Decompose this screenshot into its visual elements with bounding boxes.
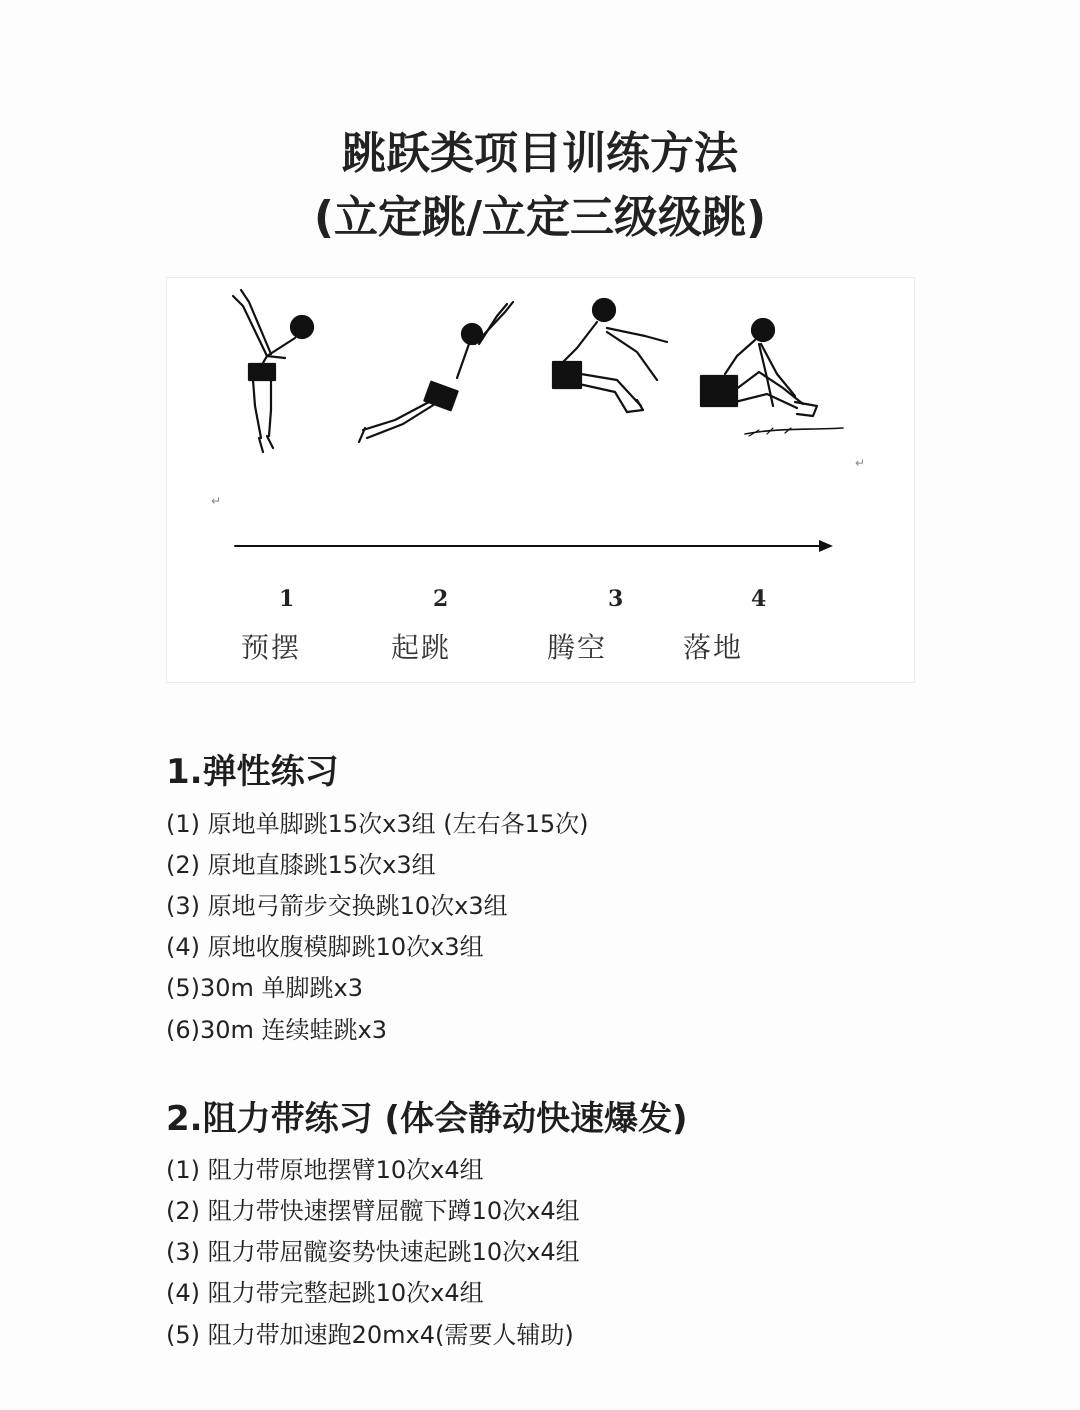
list-item: (5)30m 单脚跳x3 (166, 974, 364, 1002)
stage-label: 预摆 (241, 631, 302, 664)
stage-number: 1 (279, 586, 295, 612)
list-item: (4) 原地收腹模脚跳10次x3组 (166, 933, 484, 961)
figure-preswing (233, 290, 313, 452)
stage-number: 2 (433, 586, 449, 612)
stage-label: 起跳 (391, 631, 452, 664)
figure-landing (701, 319, 843, 436)
list-item: (1) 原地单脚跳15次x3组 (左右各15次) (166, 810, 589, 838)
figure-flight (553, 299, 667, 412)
stage-label: 落地 (683, 631, 744, 664)
page-subtitle: (立定跳/立定三级级跳) (313, 192, 767, 243)
list-item: (4) 阻力带完整起跳10次x4组 (166, 1279, 484, 1307)
page-title: 跳跃类项目训练方法 (342, 128, 738, 179)
return-mark: ↵ (855, 456, 866, 470)
return-mark: ↵ (211, 494, 222, 508)
list-item: (2) 原地直膝跳15次x3组 (166, 851, 436, 879)
stage-number: 3 (608, 586, 624, 612)
section-heading: 2.阻力带练习 (体会静动快速爆发) (166, 1099, 688, 1139)
stage-number: 4 (751, 586, 767, 612)
section-heading: 1.弹性练习 (166, 752, 339, 792)
list-item: (2) 阻力带快速摆臂屈髋下蹲10次x4组 (166, 1197, 580, 1225)
timeline-arrowhead (819, 540, 833, 552)
figure-takeoff (359, 302, 513, 442)
list-item: (3) 原地弓箭步交换跳10次x3组 (166, 892, 508, 920)
jump-illustration (167, 278, 914, 682)
list-item: (1) 阻力带原地摆臂10次x4组 (166, 1156, 484, 1184)
list-item: (3) 阻力带屈髋姿势快速起跳10次x4组 (166, 1238, 580, 1266)
jump-stages-figure (166, 277, 915, 683)
stage-label: 腾空 (547, 631, 608, 664)
list-item: (6)30m 连续蛙跳x3 (166, 1016, 388, 1044)
list-item: (5) 阻力带加速跑20mx4(需要人辅助) (166, 1321, 574, 1349)
